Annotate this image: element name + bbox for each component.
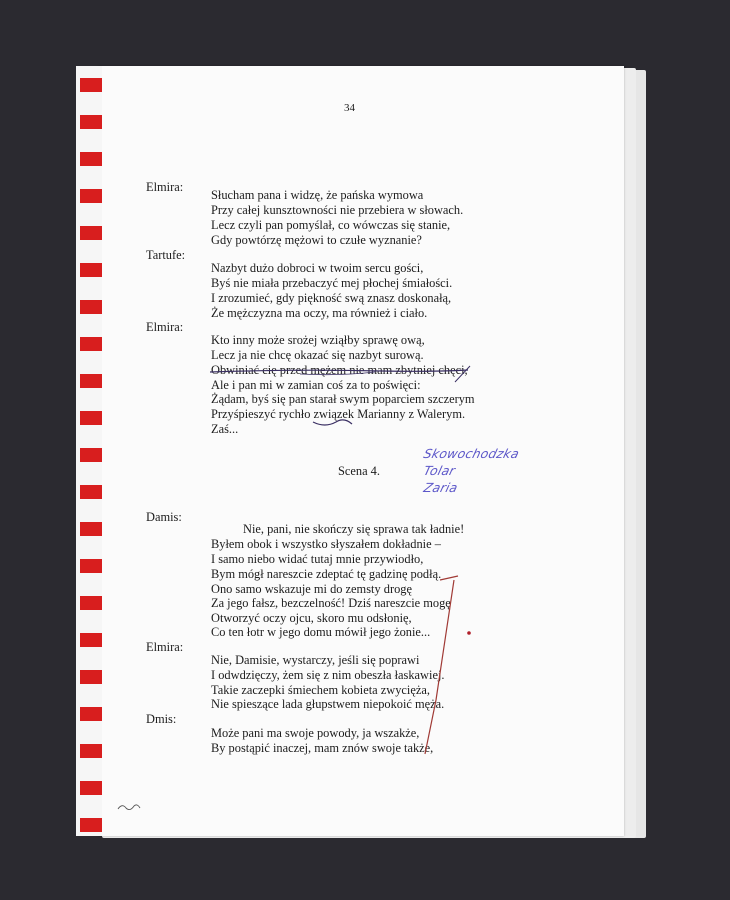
dialogue-line-struck: Obwiniać cię przed mężem nie mam zbytniej chęci, — [211, 363, 468, 377]
page-number: 34 — [344, 102, 355, 114]
dialogue-line: I zrozumieć, gdy piękność swą znasz doskonałą, — [211, 291, 452, 305]
dialogue-line: Takie zaczepki śmiechem kobieta zwycięża, — [211, 683, 430, 697]
dialogue-line: Żądam, byś się pan starał swym poparciem szczerym — [211, 392, 475, 406]
dialogue-line: Nie, Damisie, wystarczy, jeśli się poprawi — [211, 653, 420, 667]
dialogue-line: Otworzyć oczy ojcu, skoro mu odsłonię, — [211, 611, 412, 625]
dialogue-line: Słucham pana i widzę, że pańska wymowa — [211, 188, 424, 202]
dialogue-line: Ale i pan mi w zamian coś za to poświęci: — [211, 378, 421, 392]
dialogue-line: Nie spieszące lada głupstwem niepokoić męża. — [211, 697, 445, 711]
dialogue-line: Za jego fałsz, bezczelność! Dziś nareszcie mogę — [211, 596, 451, 610]
dialogue-line: Bym mógł nareszcie zdeptać tę gadzinę podłą. — [211, 567, 442, 581]
slash-mark — [455, 366, 470, 382]
speaker-dmis: Dmis: — [146, 712, 177, 726]
dialogue-line: I odwdzięczy, żem się z nim obeszła łaskawiej. — [211, 668, 445, 682]
dialogue-line: Lecz ja nie chcę okazać się nazbyt surową. — [211, 348, 424, 362]
dialogue-line: Że mężczyzna ma oczy, ma również i ciało. — [211, 306, 428, 320]
speaker-damis: Damis: — [146, 510, 182, 524]
dialogue-line: Ono samo wskazuje mi do zemsty drogę — [211, 582, 412, 596]
dialogue-line: Może pani ma swoje powody, ja wszakże, — [211, 726, 420, 740]
handwritten-name-1: Skowochodzka — [422, 446, 521, 461]
dialogue-line: Lecz czyli pan pomyślał, co wówczas się stanie, — [211, 218, 451, 232]
dialogue-line: Byłem obok i wszystko słyszałem dokładnie – — [211, 537, 441, 551]
strikethrough-mark-2 — [300, 372, 375, 375]
speaker-elmira-1: Elmira: — [146, 180, 184, 194]
handwritten-name-3: Zaria — [422, 480, 460, 495]
dialogue-line: Gdy powtórzę mężowi to czułe wyznanie? — [211, 233, 422, 247]
underline-mark — [313, 420, 352, 425]
speaker-elmira-2: Elmira: — [146, 320, 184, 334]
strikethrough-mark — [210, 370, 468, 372]
dialogue-line: Przy całej kunsztowności nie przebiera w słowach. — [211, 203, 464, 217]
handwritten-name-2: Tolar — [422, 463, 457, 478]
dialogue-line: Co ten łotr w jego domu mówił jego żonie... — [211, 625, 431, 639]
ink-dot — [467, 631, 471, 635]
dialogue-line: Byś nie miała przebaczyć mej płochej śmiałości. — [211, 276, 453, 290]
dialogue-line: Nie, pani, nie skończy się sprawa tak ładnie! — [243, 522, 465, 536]
speaker-elmira-3: Elmira: — [146, 640, 184, 654]
scene-heading: Scena 4. — [338, 464, 380, 478]
dialogue-line: Nazbyt dużo dobroci w twoim sercu gości, — [211, 261, 424, 275]
dialogue-line: Przyśpieszyć rychło związek Marianny z Walerym. — [211, 407, 466, 421]
margin-scribble-mark — [118, 805, 140, 810]
dialogue-line: Kto inny może srożej wziąłby sprawę ową, — [211, 333, 425, 347]
dialogue-line: Zaś... — [211, 422, 239, 436]
dialogue-line: I samo niebo widać tutaj mnie przywiodło, — [211, 552, 424, 566]
dialogue-line: By postąpić inaczej, mam znów swoje także, — [211, 741, 434, 755]
speaker-tartufe: Tartufe: — [146, 248, 186, 262]
diagonal-slash-mark — [425, 576, 458, 754]
